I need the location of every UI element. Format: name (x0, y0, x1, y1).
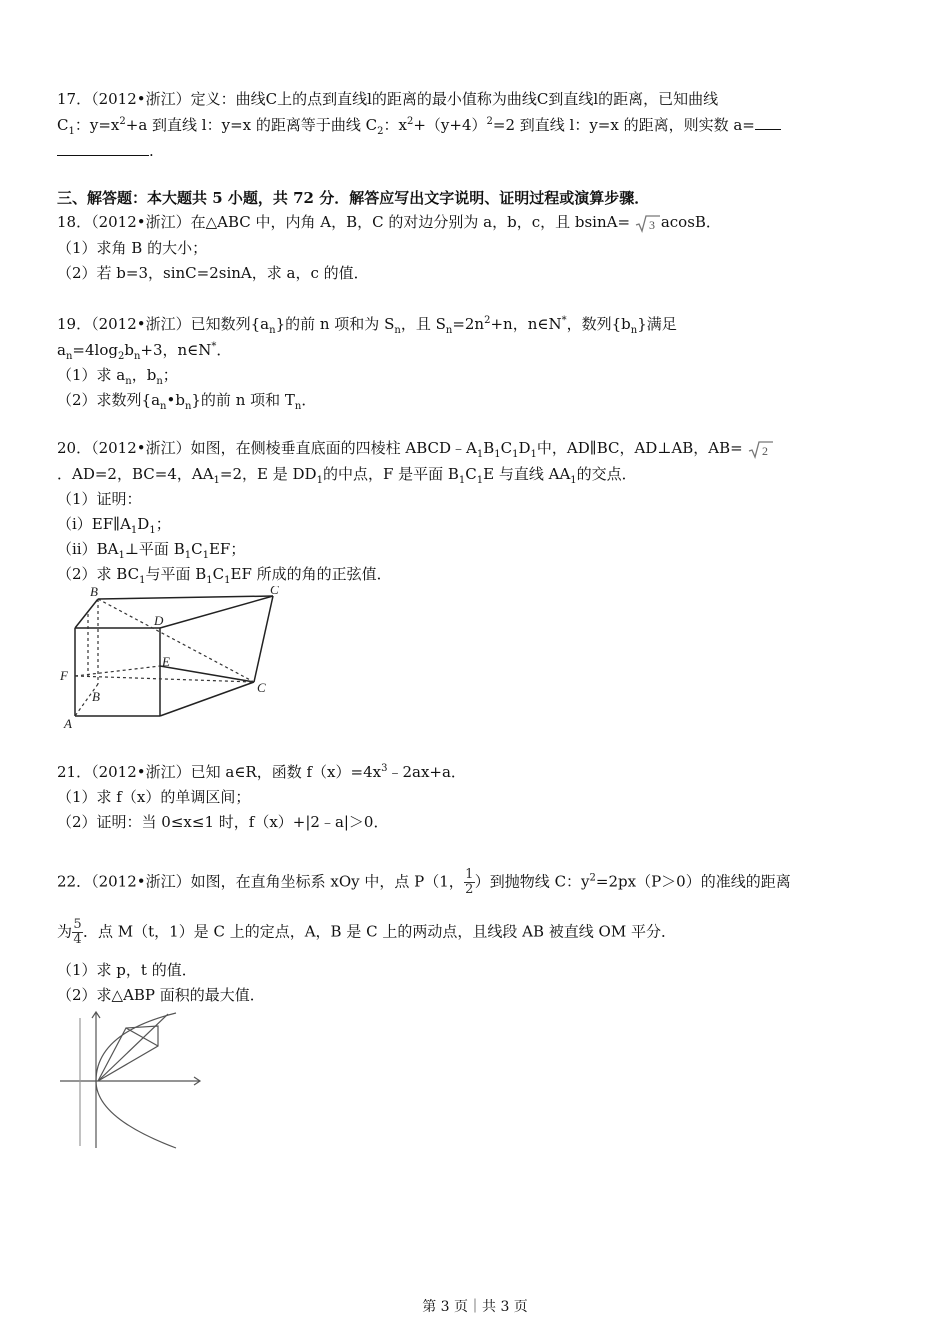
label-A1: A (64, 716, 72, 731)
q21-part2: （2）证明：当 0≤x≤1 时，f（x）+|2﹣a|＞0． (57, 813, 389, 831)
parabola-figure (58, 1008, 208, 1153)
q19-stem: 19．（2012•浙江）已知数列$\{a_n\}$的前 n 项和为 $S_n$，且 $S_n=2n^2+n$，n∈N*，数列$\{b_n\}$满足 (57, 315, 677, 336)
svg-text:2: 2 (761, 444, 768, 458)
sqrt2-symbol (748, 439, 774, 459)
q18-stem: 18．（2012•浙江）在△ABC 中，内角 A，B，C 的对边分别为 a，b，c，且 bsinA= 3 acosB． (57, 213, 721, 232)
q22-part1: （1）求 p，t 的值． (57, 961, 197, 979)
label-E: E (162, 654, 170, 669)
sqrt3-symbol (635, 213, 661, 233)
prism-figure (58, 586, 280, 734)
q17-line2: $C_1$：$y=x^2+a$ 到直线 l：y=x 的距离等于曲线 $C_2$：$x^2+(y+4)^2=2$ 到直线 l：y=x 的距离，则实数 a= (57, 115, 781, 135)
label-B1: B (92, 689, 100, 704)
q17-stem: 17．（2012•浙江）定义：曲线C上的点到直线l的距离的最小值称为曲线C到直线l的距离，已知曲线 (57, 90, 719, 108)
svg-text:3: 3 (648, 218, 655, 232)
label-C: C (270, 586, 279, 597)
q19-part1: （1）求 $a_n$，$b_n$； (57, 366, 178, 387)
q21-part1: （1）求 f（x）的单调区间； (57, 788, 251, 806)
q20-part1-ii: $(ii)BA_1\perp$平面 $B_1C_1EF$； (57, 540, 246, 561)
q20-part1-i: $(i)EF\parallel A_1D_1$； (57, 515, 171, 536)
q20-part2: （2）求 $BC_1$与平面 $B_1C_1EF$ 所成的角的正弦值． (57, 565, 392, 586)
q22-stem: 22．（2012•浙江）如图，在直角坐标系 xOy 中，点 P（1， $\frac{1}{2}$ ）到抛物线 C：$y^2=2px(P>0)$的准线的距离 (57, 867, 791, 897)
q20-stem-line2: ．AD=2，BC=4，$AA_1=2$，E 是 $DD_1$的中点，F 是平面 $B_1C_1E$ 与直线 $AA_1$的交点． (57, 465, 637, 486)
q18-part1: （1）求角 B 的大小； (57, 239, 208, 257)
q19-stem-line2: $a_n=4\log_2b_n+3$，n∈N*． (57, 341, 232, 362)
label-D: D (154, 613, 164, 628)
page-footer: 第 3 页｜共 3 页 (422, 1299, 528, 1315)
label-B: B (90, 586, 98, 599)
fraction-half: $\frac{1}{2}$ (465, 867, 474, 897)
q18-part2: （2）若 b=3，sinC=2sinA，求 a，c 的值． (57, 264, 369, 282)
q22-part2: （2）求△ABP 面积的最大值． (57, 986, 265, 1004)
q22-stem-line2: 为 $\frac{5}{4}$ ．点 M（t，1）是 C 上的定点，A，B 是 C 上的两动点，且线段 AB 被直线 OM 平分． (57, 917, 676, 947)
q17-line3: . (57, 141, 154, 161)
label-C1: C (257, 680, 266, 695)
fraction-five-fourths: $\frac{5}{4}$ (73, 917, 82, 947)
q19-part2: （2）求数列$\{a_n•b_n\}$的前 n 项和 $T_n$． (57, 391, 317, 412)
q20-stem: 20．（2012•浙江）如图，在侧棱垂直底面的四棱柱 $ABCD﹣A_1B_1C_1D_1$中，AD∥BC，AD⊥AB，AB= 2 (57, 438, 774, 459)
section3-title: 三、解答题：本大题共 5 小题，共 72 分．解答应写出文字说明、证明过程或演算步骤． (57, 189, 650, 207)
q20-part1: （1）证明： (57, 490, 142, 508)
q17-line1 (57, 89, 718, 109)
answer-blank[interactable] (755, 115, 781, 130)
q21-stem: 21．（2012•浙江）已知 a∈R，函数 $f(x)=4x^3﹣2ax+a$． (57, 763, 466, 781)
label-F: F (60, 668, 68, 683)
answer-blank-cont[interactable] (57, 141, 149, 156)
